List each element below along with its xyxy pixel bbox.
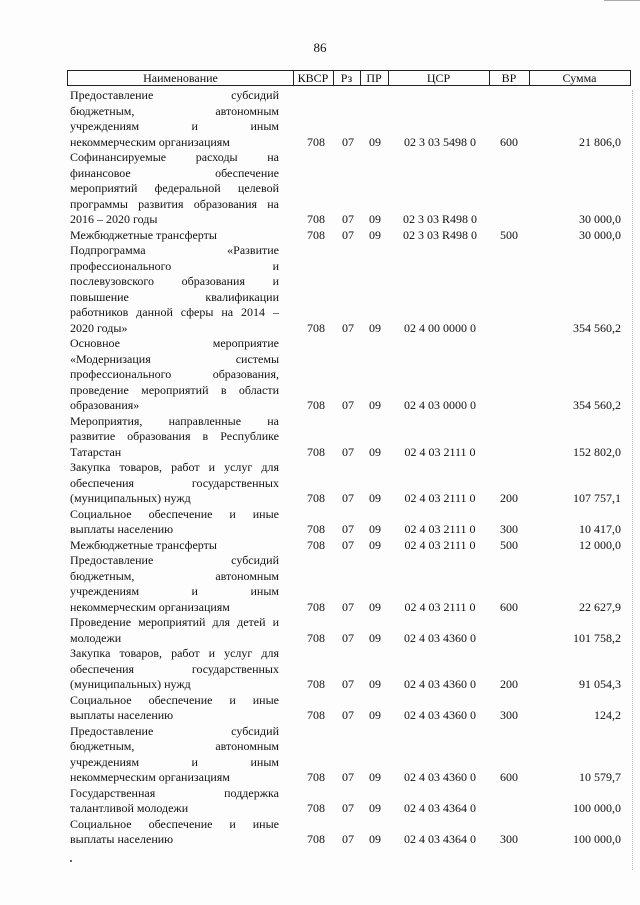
scan-speck bbox=[70, 860, 72, 862]
row-name-line: (муниципальных) нужд bbox=[70, 491, 191, 505]
row-sum: 101 758,2 bbox=[573, 630, 621, 645]
row-name bbox=[70, 553, 279, 615]
row-pr: 09 bbox=[369, 537, 381, 552]
row-name-line: обеспечения государственных bbox=[70, 475, 279, 490]
table-row bbox=[0, 88, 640, 150]
row-csr: 02 4 03 4360 0 bbox=[404, 677, 476, 691]
row-name-line: образования» bbox=[70, 398, 140, 412]
row-kvsr: 708 bbox=[307, 677, 325, 691]
row-vr: 500 bbox=[500, 227, 518, 242]
row-sum: 12 000,0 bbox=[579, 537, 621, 552]
row-csr: 02 4 03 2111 0 bbox=[404, 537, 476, 552]
row-pr: 09 bbox=[369, 599, 381, 614]
row-sum: 30 000,0 bbox=[579, 212, 621, 226]
row-name-line: Межбюджетные трансферты bbox=[70, 227, 217, 242]
header-kvsr: КВСР bbox=[293, 71, 334, 85]
row-kvsr: 708 bbox=[307, 398, 325, 412]
row-name-line: 2016 – 2020 годы bbox=[70, 212, 158, 226]
row-kvsr: 708 bbox=[307, 227, 325, 242]
row-rz: 07 bbox=[342, 444, 354, 459]
row-name-line: учреждениям и иным bbox=[70, 584, 279, 598]
table-row bbox=[0, 724, 640, 786]
table-row bbox=[0, 538, 640, 554]
row-pr: 09 bbox=[369, 134, 381, 149]
row-name-line: профессионального и bbox=[70, 258, 279, 273]
row-name bbox=[70, 88, 279, 150]
row-name bbox=[70, 646, 279, 693]
row-csr: 02 4 00 0000 0 bbox=[404, 320, 476, 335]
header-rz: Рз bbox=[333, 71, 361, 85]
row-pr: 09 bbox=[369, 398, 381, 412]
row-kvsr: 708 bbox=[307, 832, 325, 846]
row-name-line: послевузовского образования и bbox=[70, 274, 279, 288]
row-name bbox=[70, 228, 279, 244]
row-csr: 02 4 03 2111 0 bbox=[404, 522, 476, 536]
row-vr: 500 bbox=[500, 537, 518, 552]
table-row bbox=[0, 615, 640, 646]
row-pr: 09 bbox=[369, 677, 381, 691]
row-rz: 07 bbox=[342, 599, 354, 614]
table-header bbox=[67, 70, 631, 86]
row-name-line: обеспечения государственных bbox=[70, 661, 279, 676]
row-name bbox=[70, 538, 279, 554]
table-row bbox=[0, 228, 640, 244]
table-row bbox=[0, 243, 640, 336]
row-name bbox=[70, 414, 279, 461]
row-rz: 07 bbox=[342, 320, 354, 335]
row-name-line: бюджетным, автономным bbox=[70, 568, 279, 583]
row-name-line: 2020 годы» bbox=[70, 320, 128, 335]
row-kvsr: 708 bbox=[307, 522, 325, 536]
row-name-line: Софинансируемые расходы на bbox=[70, 150, 279, 164]
row-sum: 100 000,0 bbox=[573, 832, 621, 846]
row-csr: 02 4 03 4360 0 bbox=[404, 630, 476, 645]
row-pr: 09 bbox=[369, 491, 381, 505]
row-rz: 07 bbox=[342, 537, 354, 552]
row-sum: 100 000,0 bbox=[573, 801, 621, 815]
row-name-line: бюджетным, автономным bbox=[70, 103, 279, 118]
row-name-line: Мероприятия, направленные на bbox=[70, 413, 279, 428]
row-name bbox=[70, 460, 279, 507]
row-sum: 354 560,2 bbox=[573, 320, 621, 335]
row-name-line: молодежи bbox=[70, 630, 122, 645]
row-csr: 02 4 03 0000 0 bbox=[404, 398, 476, 412]
table-row bbox=[0, 817, 640, 848]
row-csr: 02 4 03 4360 0 bbox=[404, 708, 476, 722]
row-pr: 09 bbox=[369, 444, 381, 459]
row-name bbox=[70, 817, 279, 848]
row-pr: 09 bbox=[369, 708, 381, 722]
row-rz: 07 bbox=[342, 398, 354, 412]
row-name-line: некоммерческим организациям bbox=[70, 134, 230, 149]
row-name-line: Предоставление субсидий bbox=[70, 88, 279, 102]
row-rz: 07 bbox=[342, 212, 354, 226]
row-name-line: выплаты населению bbox=[70, 832, 174, 846]
table-row bbox=[0, 786, 640, 817]
row-name-line: Государственная поддержка bbox=[70, 785, 279, 800]
row-kvsr: 708 bbox=[307, 630, 325, 645]
row-name-line: профессионального образования, bbox=[70, 367, 279, 381]
row-name-line: развитие образования в Республике bbox=[70, 429, 279, 443]
scan-corner-mark bbox=[604, 0, 640, 3]
header-vr: ВР bbox=[489, 71, 530, 85]
row-csr: 02 3 03 R498 0 bbox=[402, 212, 477, 226]
row-name-line: Социальное обеспечение и иные bbox=[70, 816, 279, 831]
row-rz: 07 bbox=[342, 522, 354, 536]
row-csr: 02 4 03 2111 0 bbox=[404, 599, 476, 614]
margin-line bbox=[632, 90, 634, 870]
row-name bbox=[70, 786, 279, 817]
row-name-line: проведение мероприятий в области bbox=[70, 382, 279, 397]
table-row bbox=[0, 693, 640, 724]
row-name-line: мероприятий федеральной целевой bbox=[70, 181, 279, 195]
row-name-line: «Модернизация системы bbox=[70, 351, 279, 366]
row-kvsr: 708 bbox=[307, 537, 325, 552]
row-name-line: Социальное обеспечение и иные bbox=[70, 506, 279, 521]
row-name-line: бюджетным, автономным bbox=[70, 739, 279, 753]
row-sum: 10 417,0 bbox=[579, 522, 621, 536]
row-rz: 07 bbox=[342, 677, 354, 691]
row-name bbox=[70, 243, 279, 336]
row-sum: 354 560,2 bbox=[573, 398, 621, 412]
row-name-line: некоммерческим организациям bbox=[70, 770, 230, 784]
row-vr: 300 bbox=[500, 708, 518, 722]
row-kvsr: 708 bbox=[307, 320, 325, 335]
row-vr: 600 bbox=[500, 134, 518, 149]
row-name-line: Татарстан bbox=[70, 444, 122, 459]
row-name-line: работников данной сферы на 2014 – bbox=[70, 305, 279, 319]
row-sum: 91 054,3 bbox=[579, 677, 621, 691]
table-row bbox=[0, 336, 640, 414]
row-name bbox=[70, 507, 279, 538]
row-kvsr: 708 bbox=[307, 708, 325, 722]
table-row bbox=[0, 460, 640, 507]
row-name-line: Межбюджетные трансферты bbox=[70, 537, 217, 552]
row-csr: 02 4 03 4360 0 bbox=[404, 770, 476, 784]
row-rz: 07 bbox=[342, 801, 354, 815]
row-vr: 600 bbox=[500, 770, 518, 784]
row-rz: 07 bbox=[342, 491, 354, 505]
row-rz: 07 bbox=[342, 227, 354, 242]
row-name-line: финансовое обеспечение bbox=[70, 165, 279, 180]
row-rz: 07 bbox=[342, 708, 354, 722]
row-vr: 300 bbox=[500, 832, 518, 846]
row-name-line: талантливой молодежи bbox=[70, 801, 189, 815]
row-kvsr: 708 bbox=[307, 801, 325, 815]
row-sum: 21 806,0 bbox=[579, 134, 621, 149]
row-sum: 152 802,0 bbox=[573, 444, 621, 459]
row-name-line: (муниципальных) нужд bbox=[70, 677, 191, 691]
row-kvsr: 708 bbox=[307, 770, 325, 784]
row-vr: 600 bbox=[500, 599, 518, 614]
row-rz: 07 bbox=[342, 134, 354, 149]
row-rz: 07 bbox=[342, 832, 354, 846]
row-sum: 10 579,7 bbox=[579, 770, 621, 784]
row-sum: 107 757,1 bbox=[573, 491, 621, 505]
row-pr: 09 bbox=[369, 832, 381, 846]
row-csr: 02 4 03 4364 0 bbox=[404, 801, 476, 815]
row-rz: 07 bbox=[342, 770, 354, 784]
header-pr: ПР bbox=[360, 71, 389, 85]
table-row bbox=[0, 414, 640, 461]
row-name-line: выплаты населению bbox=[70, 708, 174, 722]
row-name-line: учреждениям и иным bbox=[70, 119, 279, 133]
table-row bbox=[0, 150, 640, 228]
row-pr: 09 bbox=[369, 522, 381, 536]
row-csr: 02 3 03 R498 0 bbox=[402, 227, 477, 242]
row-kvsr: 708 bbox=[307, 599, 325, 614]
row-pr: 09 bbox=[369, 227, 381, 242]
row-vr: 200 bbox=[500, 491, 518, 505]
table-row bbox=[0, 646, 640, 693]
row-name-line: Закупка товаров, работ и услуг для bbox=[70, 460, 279, 474]
row-csr: 02 3 03 5498 0 bbox=[404, 134, 476, 149]
row-name-line: Проведение мероприятий для детей и bbox=[70, 615, 279, 629]
row-name bbox=[70, 150, 279, 228]
row-name bbox=[70, 336, 279, 414]
row-sum: 30 000,0 bbox=[579, 227, 621, 242]
row-name-line: Социальное обеспечение и иные bbox=[70, 692, 279, 707]
row-kvsr: 708 bbox=[307, 212, 325, 226]
row-name-line: повышение квалификации bbox=[70, 289, 279, 304]
row-pr: 09 bbox=[369, 630, 381, 645]
row-pr: 09 bbox=[369, 320, 381, 335]
row-kvsr: 708 bbox=[307, 134, 325, 149]
row-name-line: Предоставление субсидий bbox=[70, 553, 279, 567]
row-csr: 02 4 03 2111 0 bbox=[404, 444, 476, 459]
row-name-line: Закупка товаров, работ и услуг для bbox=[70, 646, 279, 660]
row-name-line: Предоставление субсидий bbox=[70, 723, 279, 738]
row-kvsr: 708 bbox=[307, 491, 325, 505]
row-csr: 02 4 03 2111 0 bbox=[404, 491, 476, 505]
row-pr: 09 bbox=[369, 801, 381, 815]
row-name-line: выплаты населению bbox=[70, 522, 174, 536]
header-csr: ЦСР bbox=[388, 71, 490, 85]
row-name-line: некоммерческим организациям bbox=[70, 599, 230, 614]
header-sum: Сумма bbox=[562, 71, 597, 85]
row-rz: 07 bbox=[342, 630, 354, 645]
row-name-line: учреждениям и иным bbox=[70, 754, 279, 769]
row-name bbox=[70, 615, 279, 646]
row-pr: 09 bbox=[369, 212, 381, 226]
row-name-line: Подпрограмма «Развитие bbox=[70, 243, 279, 257]
row-name bbox=[70, 724, 279, 786]
row-kvsr: 708 bbox=[307, 444, 325, 459]
table-row bbox=[0, 553, 640, 615]
row-sum: 124,2 bbox=[594, 708, 621, 722]
row-pr: 09 bbox=[369, 770, 381, 784]
row-sum: 22 627,9 bbox=[579, 599, 621, 614]
row-name-line: Основное мероприятие bbox=[70, 336, 279, 350]
header-name: Наименование bbox=[68, 71, 294, 85]
row-csr: 02 4 03 4364 0 bbox=[404, 832, 476, 846]
row-name-line: программы развития образования на bbox=[70, 196, 279, 211]
row-vr: 300 bbox=[500, 522, 518, 536]
row-name bbox=[70, 693, 279, 724]
row-vr: 200 bbox=[500, 677, 518, 691]
page-number: 86 bbox=[313, 40, 327, 55]
table-row bbox=[0, 507, 640, 538]
